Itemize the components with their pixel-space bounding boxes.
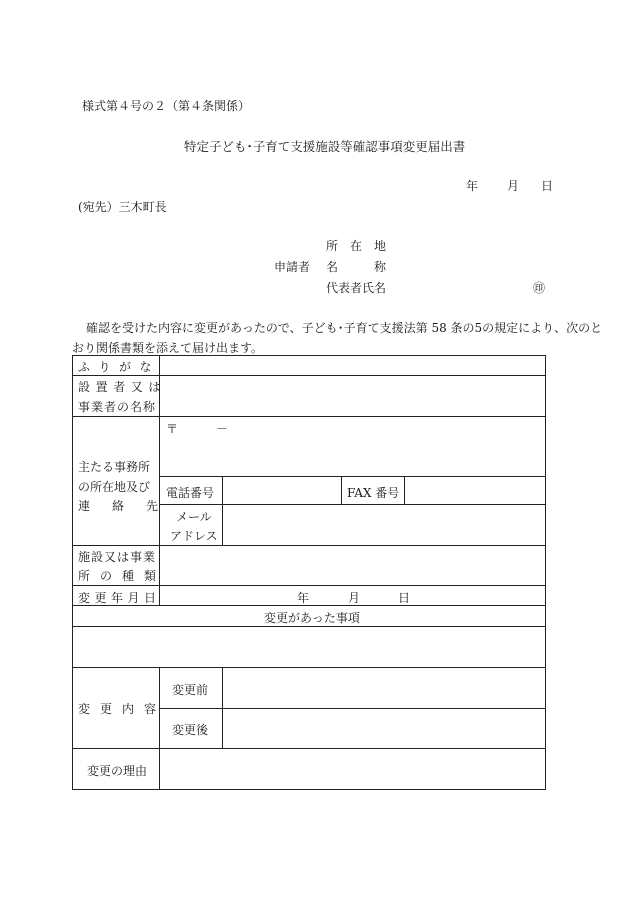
facility-type-input[interactable] xyxy=(162,548,546,584)
change-content-label: 変更内容 xyxy=(78,702,167,716)
mail-input[interactable] xyxy=(225,507,546,544)
changed-items-label: 変更があった事項 xyxy=(264,611,360,625)
before-input[interactable] xyxy=(225,670,546,709)
fax-label: FAX 番号 xyxy=(347,486,400,500)
office-label-2: の所在地及び xyxy=(78,480,151,494)
applicant-address-label: 所 在 地 xyxy=(326,239,387,253)
office-label-3: 連絡先 xyxy=(78,499,181,513)
office-label-1: 主たる事務所 xyxy=(78,460,151,474)
phone-label: 電話番号 xyxy=(166,486,215,500)
furigana-input[interactable] xyxy=(162,357,546,375)
date-month-label: 月 xyxy=(507,179,520,193)
form-number: 様式第４号の２（第４条関係） xyxy=(82,99,251,113)
after-label: 変更後 xyxy=(172,723,209,737)
reason-label: 変更の理由 xyxy=(87,764,148,778)
change-date-day: 日 xyxy=(398,591,411,605)
intro-text-line1: 確認を受けた内容に変更があったので、子ども･子育て支援法第 58 条の5の規定により、次のと xyxy=(86,321,603,335)
date-year-label: 年 xyxy=(466,179,479,193)
operator-name-label-2: 事業者の名称 xyxy=(78,400,157,414)
intro-text-line2: おり関係書類を添えて届け出ます。 xyxy=(72,341,264,355)
mail-label-2: アドレス xyxy=(170,529,218,543)
date-day-label: 日 xyxy=(541,179,554,193)
operator-name-input[interactable] xyxy=(162,378,546,415)
postal-mark: 〒 xyxy=(166,422,179,436)
furigana-label xyxy=(78,358,161,375)
addressee: (宛先）三木町長 xyxy=(78,200,167,214)
facility-type-label-1: 施設又は事業 xyxy=(78,550,157,564)
phone-input[interactable] xyxy=(225,479,342,503)
mail-label-1: メール xyxy=(176,510,212,524)
furigana-label-text: ふりがな xyxy=(78,360,161,374)
before-label: 変更前 xyxy=(172,683,209,697)
change-date-year: 年 xyxy=(297,591,310,605)
fax-input[interactable] xyxy=(407,479,546,503)
after-input[interactable] xyxy=(225,711,546,749)
postal-dash: － xyxy=(216,422,229,436)
applicant-label: 申請者 xyxy=(274,260,311,274)
document-title: 特定子ども･子育て支援施設等確認事項変更届出書 xyxy=(184,139,466,154)
seal-mark: ㊞ xyxy=(533,281,546,295)
change-date-month: 月 xyxy=(348,591,361,605)
facility-type-label-2: 所の種類 xyxy=(78,569,167,583)
representative-name-label: 代表者氏名 xyxy=(326,281,387,295)
applicant-name-label: 名 称 xyxy=(326,260,387,274)
operator-name-label-1: 設置者又は xyxy=(78,380,167,394)
changed-items-input[interactable] xyxy=(75,629,545,668)
change-date-label: 変更年月日 xyxy=(78,591,161,605)
reason-input[interactable] xyxy=(162,751,546,790)
office-address-input[interactable] xyxy=(162,436,546,475)
